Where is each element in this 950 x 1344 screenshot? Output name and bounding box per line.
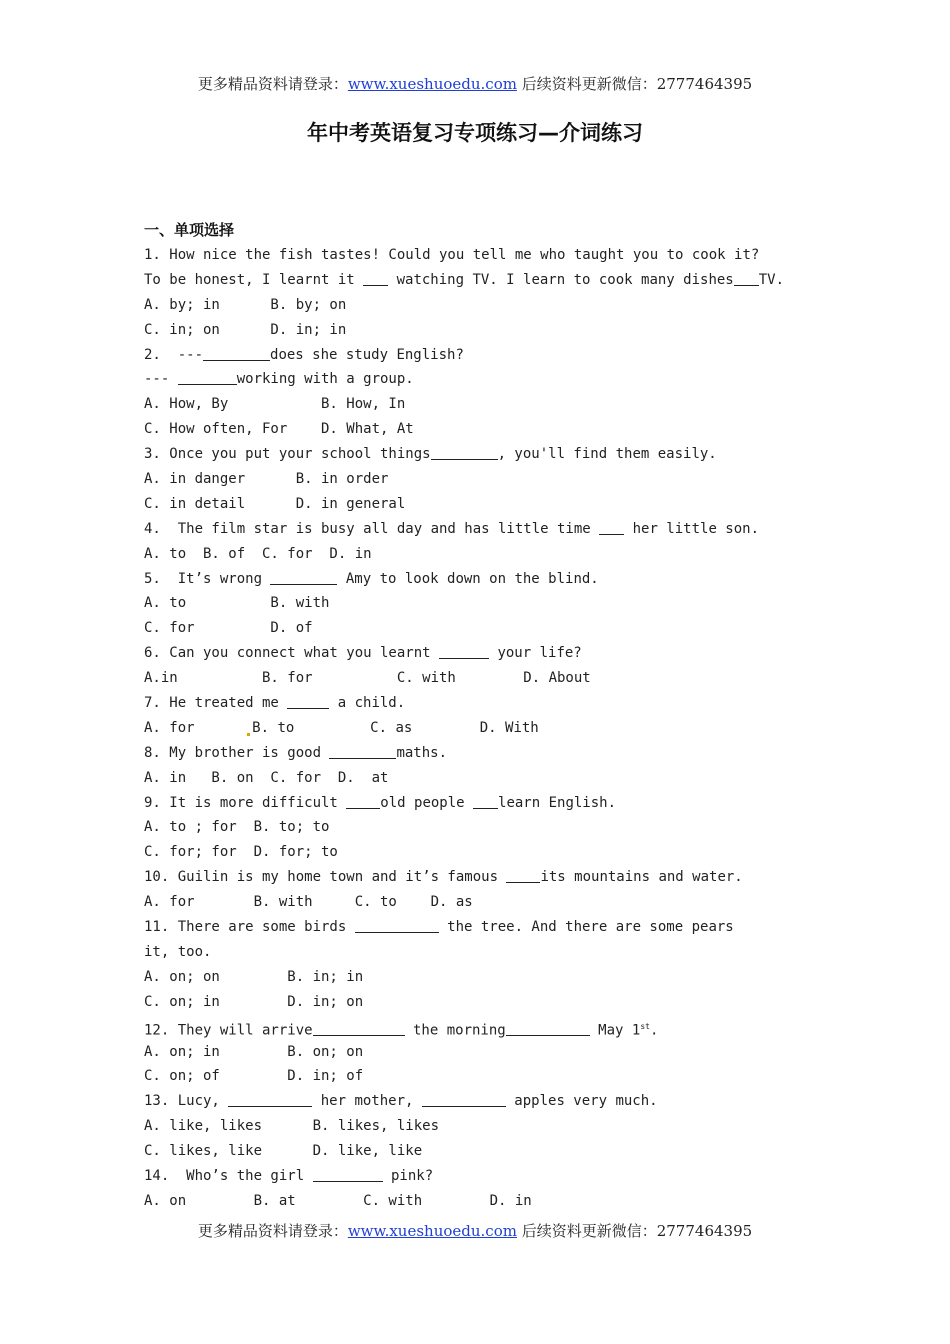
blank bbox=[287, 693, 329, 709]
question-2-answer-line: --- working with a group. bbox=[144, 371, 414, 388]
footer-suffix: 后续资料更新微信：2777464395 bbox=[516, 1222, 753, 1240]
question-11-options-1: A. on; on B. in; in bbox=[144, 968, 364, 985]
blank bbox=[203, 345, 270, 361]
question-1-text: 1. How nice the fish tastes! Could you tell me who taught you to cook it? bbox=[144, 247, 760, 263]
question-9-options-1: A. to ; for B. to; to bbox=[144, 819, 330, 836]
document-title: 年中考英语复习专项练习—介词练习 bbox=[307, 121, 643, 145]
blank bbox=[599, 519, 624, 535]
blank bbox=[355, 917, 439, 933]
question-4-options: A. to B. of C. for D. in bbox=[144, 545, 372, 562]
blank bbox=[228, 1091, 312, 1107]
question-10-options: A. for B. with C. to D. as bbox=[144, 894, 473, 911]
question-3-options-2: C. in detail D. in general bbox=[144, 495, 406, 512]
question-1-options-2: C. in; on D. in; in bbox=[144, 321, 347, 338]
question-list bbox=[144, 243, 844, 1214]
question-2-text: 2. --- does she study English? bbox=[144, 346, 464, 363]
blank bbox=[313, 1020, 405, 1036]
question-10-text: 10. Guilin is my home town and it’s famous its mountains and water. bbox=[144, 869, 743, 886]
question-7-options: A. for B. to C. as D. With bbox=[144, 719, 539, 736]
header-prefix: 更多精品资料请登录： bbox=[197, 75, 348, 93]
blank bbox=[178, 369, 237, 385]
marker-dot bbox=[247, 733, 250, 736]
question-4-text: 4. The film star is busy all day and has little time her little son. bbox=[144, 520, 760, 537]
question-11-continuation: it, too. bbox=[144, 943, 212, 960]
question-7-text: 7. He treated me a child. bbox=[144, 695, 406, 712]
question-12-options-2: C. on; of D. in; of bbox=[144, 1068, 364, 1085]
header-link[interactable]: www.xueshuoedu.com bbox=[347, 75, 517, 93]
footer-prefix: 更多精品资料请登录： bbox=[197, 1222, 348, 1240]
question-1-answer-line: To be honest, I learnt it watching TV. I learn to cook many dishes TV. bbox=[144, 271, 785, 288]
question-1-options-1: A. by; in B. by; on bbox=[144, 296, 347, 313]
question-8-text: 8. My brother is good maths. bbox=[144, 744, 448, 761]
blank bbox=[506, 867, 540, 883]
question-12-options-1: A. on; in B. on; on bbox=[144, 1043, 364, 1060]
blank bbox=[431, 444, 498, 460]
blank bbox=[439, 643, 489, 659]
question-9-options-2: C. for; for D. for; to bbox=[144, 844, 338, 861]
blank bbox=[329, 743, 396, 759]
question-9-text: 9. It is more difficult old people learn English. bbox=[144, 794, 617, 811]
question-6-text: 6. Can you connect what you learnt your life? bbox=[144, 645, 582, 662]
question-2-options-2: C. How often, For D. What, At bbox=[144, 421, 414, 438]
blank bbox=[506, 1020, 590, 1036]
question-5-options-2: C. for D. of bbox=[144, 620, 313, 637]
blank bbox=[422, 1091, 506, 1107]
blank bbox=[270, 569, 337, 585]
question-13-options-1: A. like, likes B. likes, likes bbox=[144, 1118, 440, 1135]
question-14-text: 14. Who’s the girl pink? bbox=[144, 1167, 434, 1184]
blank bbox=[734, 270, 759, 286]
header-banner bbox=[0, 73, 950, 94]
question-5-text: 5. It’s wrong Amy to look down on the blind. bbox=[144, 570, 599, 587]
question-13-text: 13. Lucy, her mother, apples very much. bbox=[144, 1093, 658, 1110]
blank bbox=[363, 270, 388, 286]
question-6-options: A.in B. for C. with D. About bbox=[144, 670, 591, 687]
question-2-options-1: A. How, By B. How, In bbox=[144, 396, 406, 413]
header-suffix: 后续资料更新微信：2777464395 bbox=[516, 75, 753, 93]
blank bbox=[473, 793, 498, 809]
question-14-options: A. on B. at C. with D. in bbox=[144, 1192, 532, 1209]
question-3-text: 3. Once you put your school things , you'll find them easily. bbox=[144, 446, 717, 463]
question-13-options-2: C. likes, like D. like, like bbox=[144, 1143, 423, 1160]
question-11-options-2: C. on; in D. in; on bbox=[144, 993, 364, 1010]
blank bbox=[346, 793, 380, 809]
question-11-text: 11. There are some birds the tree. And there are some pears bbox=[144, 919, 734, 936]
question-12-text: 12. They will arrive the morning May 1st. bbox=[144, 1021, 659, 1039]
section-title: 一、单项选择 bbox=[144, 221, 235, 239]
blank bbox=[313, 1166, 383, 1182]
footer-link[interactable]: www.xueshuoedu.com bbox=[347, 1222, 517, 1240]
footer-banner bbox=[0, 1220, 950, 1241]
question-8-options: A. in B. on C. for D. at bbox=[144, 769, 389, 786]
question-5-options-1: A. to B. with bbox=[144, 595, 330, 612]
question-3-options-1: A. in danger B. in order bbox=[144, 471, 389, 488]
